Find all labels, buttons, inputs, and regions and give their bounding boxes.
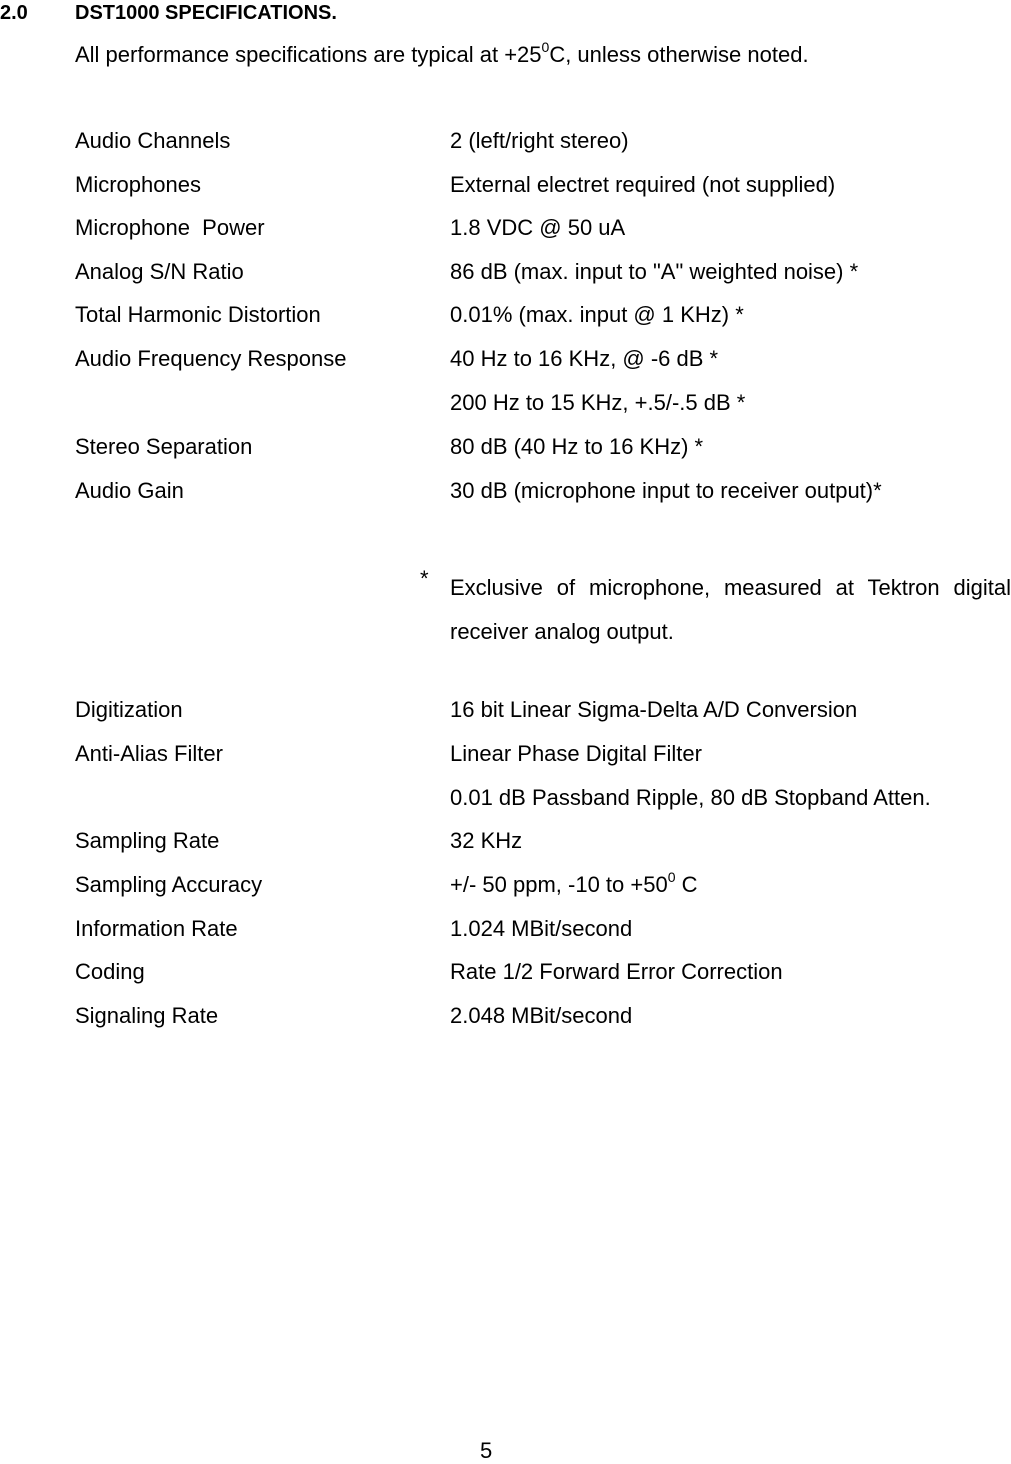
spec-value: 0.01 dB Passband Ripple, 80 dB Stopband Atten. xyxy=(450,785,931,810)
spec-label: Anti-Alias Filter xyxy=(75,741,223,766)
section-title: DST1000 SPECIFICATIONS. xyxy=(75,2,337,24)
spec-label: Audio Frequency Response xyxy=(75,346,347,371)
spec-value: 2.048 MBit/second xyxy=(450,1003,633,1028)
intro-superscript: 0 xyxy=(541,39,550,55)
spec-row-coding xyxy=(0,959,1011,989)
spec-label: Total Harmonic Distortion xyxy=(75,302,321,327)
intro-text xyxy=(75,39,809,68)
spec-value: Rate 1/2 Forward Error Correction xyxy=(450,959,783,984)
spec-value: 200 Hz to 15 KHz, +.5/-.5 dB * xyxy=(450,390,746,415)
spec-label: Signaling Rate xyxy=(75,1003,219,1028)
spec-label: Information Rate xyxy=(75,916,238,941)
spec-row-microphone-power xyxy=(0,215,1011,245)
spec-value: 80 dB (40 Hz to 16 KHz) * xyxy=(450,434,704,459)
spec-row-thd xyxy=(0,302,1011,332)
spec-value: Linear Phase Digital Filter xyxy=(450,741,702,766)
spec-label: Digitization xyxy=(75,697,183,722)
spec-label: Stereo Separation xyxy=(75,434,253,459)
spec-value: 2 (left/right stereo) xyxy=(450,128,629,153)
spec-label: Microphones xyxy=(75,172,201,197)
intro-post: C, unless otherwise noted. xyxy=(549,42,809,67)
footnote-text: Exclusive of microphone, measured at Tektron digital receiver analog output. xyxy=(450,575,1011,644)
spec-row-information-rate xyxy=(0,916,1011,946)
spec-value: +/- 50 ppm, -10 to +50 xyxy=(450,872,668,897)
spec-row-signaling-rate xyxy=(0,1003,1011,1033)
spec-label: Sampling Rate xyxy=(75,828,220,853)
spec-row-frequency-response-2 xyxy=(0,390,1011,420)
spec-row-stereo-separation xyxy=(0,434,1011,464)
degree-superscript: 0 xyxy=(667,869,676,885)
spec-value: 86 dB (max. input to "A" weighted noise) * xyxy=(450,259,859,284)
spec-value: External electret required (not supplied) xyxy=(450,172,836,197)
spec-label: Audio Channels xyxy=(75,128,231,153)
spec-row-microphones xyxy=(0,172,1011,202)
spec-value: 40 Hz to 16 KHz, @ -6 dB * xyxy=(450,346,719,371)
spec-row-frequency-response xyxy=(0,346,1011,376)
spec-value-post: C xyxy=(675,872,698,897)
intro-pre: All performance specifications are typical at +25 xyxy=(75,42,542,67)
section-number: 2.0 xyxy=(0,2,28,24)
spec-value: 1.024 MBit/second xyxy=(450,916,633,941)
spec-label: Analog S/N Ratio xyxy=(75,259,244,284)
spec-label: Coding xyxy=(75,959,145,984)
footnote-marker: * xyxy=(420,566,429,591)
spec-row-sampling-rate xyxy=(0,828,1011,858)
spec-value: 32 KHz xyxy=(450,828,523,853)
spec-row-analog-sn-ratio xyxy=(0,259,1011,289)
spec-row-sampling-accuracy xyxy=(0,869,1011,902)
spec-value-wrap xyxy=(450,869,698,898)
spec-row-audio-gain xyxy=(0,478,1011,508)
spec-row-anti-alias-filter-2 xyxy=(0,785,1011,815)
spec-label: Microphone Power xyxy=(75,215,265,240)
page-number: 5 xyxy=(480,1438,493,1463)
spec-row-audio-channels xyxy=(0,128,1011,158)
spec-row-digitization xyxy=(0,697,1011,727)
spec-value: 0.01% (max. input @ 1 KHz) * xyxy=(450,302,744,327)
spec-value: 30 dB (microphone input to receiver output)* xyxy=(450,478,882,503)
spec-value: 1.8 VDC @ 50 uA xyxy=(450,215,626,240)
spec-label: Sampling Accuracy xyxy=(75,872,263,897)
spec-row-anti-alias-filter xyxy=(0,741,1011,771)
spec-label: Audio Gain xyxy=(75,478,184,503)
spec-value: 16 bit Linear Sigma-Delta A/D Conversion xyxy=(450,697,858,722)
